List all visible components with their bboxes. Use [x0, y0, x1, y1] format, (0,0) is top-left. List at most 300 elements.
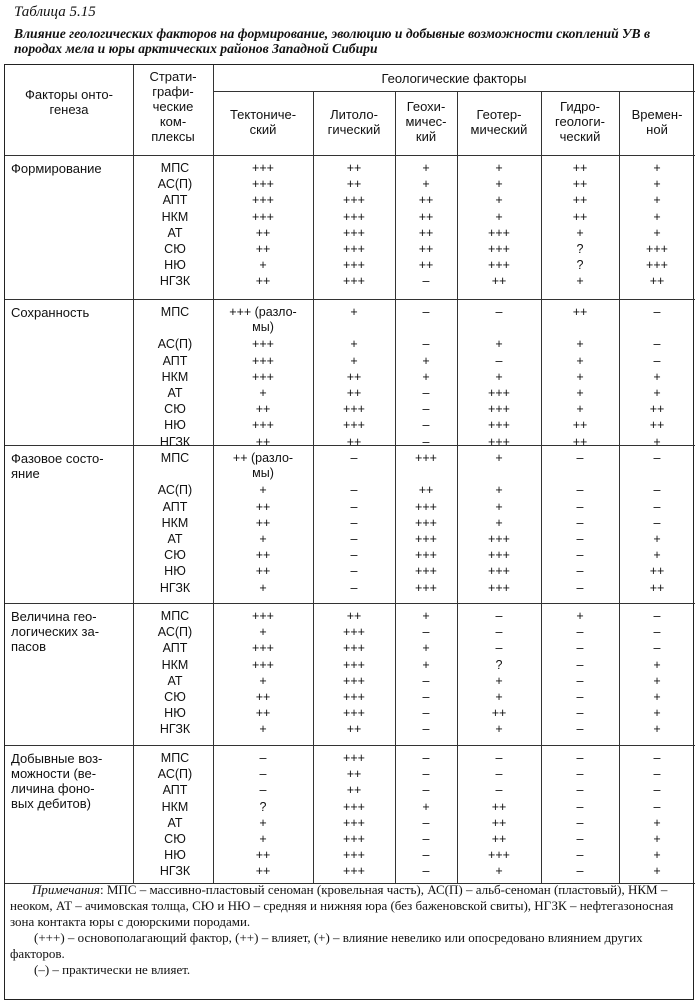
value-cell: ++	[346, 783, 362, 798]
value-cell: –	[422, 673, 430, 688]
value-cell: +	[653, 161, 661, 175]
value-cell: +	[495, 673, 503, 688]
value-cell: +	[259, 386, 267, 400]
value-cell: ++	[255, 690, 271, 704]
notes-legend-none: (–) – практически не влияет.	[34, 962, 191, 977]
value-cell: –	[576, 706, 584, 721]
value-cell: +	[259, 258, 267, 273]
value-cell: –	[653, 783, 661, 798]
value-cell: ++	[255, 225, 271, 240]
value-cell: +++	[343, 402, 365, 417]
value-cell: ++	[418, 209, 434, 224]
value-cell: +	[653, 434, 661, 449]
value-cell: +++	[343, 673, 365, 688]
value-cell: –	[576, 848, 584, 863]
value-cell: +	[653, 532, 661, 546]
value-cell: –	[495, 751, 503, 765]
strat-complex: МПС	[160, 305, 190, 319]
strat-complex: АТ	[167, 673, 183, 688]
value-cell: +++	[252, 209, 274, 224]
value-cell: +++	[343, 690, 365, 704]
value-cell: +	[495, 369, 503, 384]
value-cell: –	[576, 548, 584, 563]
strat-complex: НЮ	[164, 848, 186, 863]
value-cell: +	[653, 657, 661, 672]
value-cell: ?	[259, 799, 267, 814]
strat-complex: АПТ	[162, 193, 188, 208]
value-cell: +	[653, 225, 661, 240]
value-cell: +++	[415, 515, 437, 530]
value-cell: –	[576, 864, 584, 879]
strat-complex: НКМ	[161, 369, 189, 384]
value-cell: +	[576, 386, 584, 400]
value-cell: –	[653, 305, 661, 319]
value-cell: –	[576, 722, 584, 737]
header-col-1: Тектониче- ский	[229, 107, 297, 137]
value-cell: +++	[343, 706, 365, 721]
value-cell: ++	[649, 564, 665, 579]
value-cell: –	[576, 815, 584, 830]
value-cell: +++	[415, 532, 437, 546]
value-cell: –	[653, 751, 661, 765]
value-cell: +++	[343, 848, 365, 863]
value-cell: +	[422, 657, 430, 672]
strat-complex: АПТ	[162, 353, 188, 368]
value-cell: +	[350, 353, 358, 368]
value-cell: –	[576, 690, 584, 704]
value-cell: –	[259, 767, 267, 782]
value-cell: ++	[649, 402, 665, 417]
notes-abbreviations: : МПС – массивно-пластовый сеноман (кровельная часть), АС(П) – альб-сеноман (пластовый), НКМ – неоком, АТ – ачимовская толща, СЮ и НЮ – средняя и нижняя юра (без баженовской свиты), НГЗК – нефтегазоносная зона контакта юры с доюрскими породами.	[10, 882, 674, 929]
strat-complex: АПТ	[162, 641, 188, 656]
strat-complex: СЮ	[164, 242, 186, 256]
value-cell: –	[350, 564, 358, 579]
value-cell: ++	[418, 242, 434, 256]
row-divider	[5, 745, 695, 746]
value-cell: ++	[255, 548, 271, 563]
value-cell: +++	[488, 418, 510, 433]
value-cell: –	[350, 515, 358, 530]
notes-legend: (+++) – основополагающий фактор, (++) – влияет, (+) – влияние невелико или опосредовано влиянием других факторов.	[10, 930, 643, 961]
value-cell: +	[576, 353, 584, 368]
value-cell: –	[422, 864, 430, 879]
strat-complex: МПС	[160, 751, 190, 765]
value-cell: +	[653, 706, 661, 721]
value-cell: +	[653, 832, 661, 846]
value-cell: ?	[576, 258, 584, 273]
value-cell: ++	[346, 369, 362, 384]
value-cell: +++	[252, 161, 274, 175]
value-cell: –	[422, 274, 430, 289]
value-cell: –	[653, 609, 661, 623]
table-caption: Таблица 5.15	[14, 4, 96, 20]
value-cell: +++	[646, 242, 668, 256]
value-cell: ++	[572, 177, 588, 192]
value-cell: ++	[572, 418, 588, 433]
value-cell: –	[576, 532, 584, 546]
value-cell: +	[259, 832, 267, 846]
value-cell: +	[422, 177, 430, 192]
strat-complex: АПТ	[162, 783, 188, 798]
header-col-3: Геохи- мичес- кий	[405, 99, 447, 144]
strat-complex: АС(П)	[157, 177, 193, 192]
value-cell: +++	[343, 815, 365, 830]
value-cell: ++	[346, 434, 362, 449]
value-cell: –	[653, 483, 661, 498]
value-cell: –	[576, 499, 584, 514]
value-cell: ++	[255, 434, 271, 449]
factor-label: Сохранность	[11, 305, 90, 320]
value-cell: –	[495, 305, 503, 319]
value-cell: –	[422, 434, 430, 449]
value-cell: +	[495, 209, 503, 224]
value-cell: +++	[343, 193, 365, 208]
value-cell: –	[653, 625, 661, 640]
value-cell: –	[576, 799, 584, 814]
strat-complex: СЮ	[164, 402, 186, 417]
strat-complex: НЮ	[164, 564, 186, 579]
value-cell: ++	[346, 767, 362, 782]
header-strat: Страти- графи- ческие ком- плексы	[149, 69, 197, 144]
value-cell: –	[422, 386, 430, 400]
strat-complex: МПС	[160, 451, 190, 465]
value-cell: –	[576, 451, 584, 465]
strat-complex: НКМ	[161, 657, 189, 672]
value-cell: –	[422, 848, 430, 863]
value-cell: ?	[495, 657, 503, 672]
header-group-line	[213, 91, 695, 92]
value-cell: –	[653, 799, 661, 814]
value-cell: +++	[415, 580, 437, 595]
value-cell: +	[422, 353, 430, 368]
value-cell: –	[576, 580, 584, 595]
value-cell: +	[653, 177, 661, 192]
value-cell: ++	[346, 722, 362, 737]
value-cell: +	[422, 609, 430, 623]
value-cell: +	[653, 369, 661, 384]
header-col-5: Гидро- геологи- ческий	[555, 99, 605, 144]
value-cell: +	[495, 483, 503, 498]
header-factors: Факторы онто- генеза	[25, 87, 113, 117]
value-cell: +	[495, 451, 503, 465]
value-cell: +	[350, 337, 358, 352]
value-cell: +	[350, 305, 358, 319]
value-cell: –	[422, 337, 430, 352]
value-cell: –	[422, 815, 430, 830]
value-cell: ++	[255, 515, 271, 530]
value-cell: –	[576, 783, 584, 798]
value-cell: +++	[488, 848, 510, 863]
value-cell: –	[495, 609, 503, 623]
value-cell: ?	[576, 242, 584, 256]
value-cell: +++	[252, 418, 274, 433]
value-cell: +++	[343, 799, 365, 814]
strat-complex: АТ	[167, 815, 183, 830]
value-cell: +++	[343, 418, 365, 433]
value-cell: +	[259, 815, 267, 830]
value-cell: –	[350, 532, 358, 546]
value-cell: +	[259, 625, 267, 640]
value-cell: ++	[572, 209, 588, 224]
value-cell: ++	[491, 274, 507, 289]
strat-complex: МПС	[160, 609, 190, 623]
value-cell: –	[576, 832, 584, 846]
value-cell: ++	[255, 864, 271, 879]
value-cell: –	[422, 767, 430, 782]
value-cell: +++	[488, 580, 510, 595]
value-cell: +++	[646, 258, 668, 273]
value-cell: ++	[255, 242, 271, 256]
strat-complex: НГЗК	[159, 434, 191, 449]
value-cell: +	[576, 225, 584, 240]
value-cell: –	[576, 515, 584, 530]
value-cell: –	[350, 451, 358, 465]
value-cell: +	[653, 673, 661, 688]
strat-complex: НГЗК	[159, 580, 191, 595]
value-cell: ++	[649, 274, 665, 289]
value-cell: +	[259, 580, 267, 595]
value-cell: +	[653, 386, 661, 400]
value-cell: –	[422, 751, 430, 765]
value-cell: ++	[491, 815, 507, 830]
value-cell: –	[495, 625, 503, 640]
value-cell: –	[653, 767, 661, 782]
value-cell: +	[422, 369, 430, 384]
strat-complex: АС(П)	[157, 337, 193, 352]
value-cell: +++	[343, 242, 365, 256]
value-cell: ++	[418, 193, 434, 208]
strat-complex: НКМ	[161, 515, 189, 530]
value-cell: +	[576, 402, 584, 417]
data-table	[4, 64, 694, 1000]
value-cell: +	[495, 193, 503, 208]
strat-complex: НЮ	[164, 258, 186, 273]
value-cell: +++	[343, 657, 365, 672]
value-cell: ++	[572, 161, 588, 175]
value-cell: ++ (разло- мы)	[232, 451, 294, 480]
value-cell: –	[653, 499, 661, 514]
value-cell: –	[422, 305, 430, 319]
factor-label: Добывные воз- можности (ве- личина фоно- вых дебитов)	[11, 751, 103, 811]
value-cell: +++	[252, 353, 274, 368]
header-col-4: Геотер- мический	[470, 107, 528, 137]
value-cell: –	[495, 641, 503, 656]
value-cell: +++	[488, 532, 510, 546]
value-cell: +	[259, 673, 267, 688]
value-cell: +	[576, 369, 584, 384]
value-cell: ++	[255, 564, 271, 579]
value-cell: +++	[415, 499, 437, 514]
value-cell: ++	[418, 258, 434, 273]
strat-complex: АТ	[167, 386, 183, 400]
value-cell: +	[495, 722, 503, 737]
strat-complex: СЮ	[164, 690, 186, 704]
strat-complex: НЮ	[164, 418, 186, 433]
value-cell: +++	[488, 225, 510, 240]
strat-complex: СЮ	[164, 548, 186, 563]
strat-complex: НГЗК	[159, 722, 191, 737]
value-cell: +++	[343, 641, 365, 656]
value-cell: –	[576, 641, 584, 656]
value-cell: –	[422, 706, 430, 721]
value-cell: +++	[343, 751, 365, 765]
value-cell: –	[350, 499, 358, 514]
value-cell: +++	[488, 564, 510, 579]
value-cell: –	[576, 564, 584, 579]
value-cell: ++	[572, 193, 588, 208]
value-cell: +++ (разло- мы)	[229, 305, 297, 334]
value-cell: +++	[252, 177, 274, 192]
value-cell: +	[495, 864, 503, 879]
table-notes	[10, 882, 678, 978]
strat-complex: НГЗК	[159, 864, 191, 879]
value-cell: ++	[255, 402, 271, 417]
row-divider	[5, 155, 695, 156]
value-cell: +	[653, 848, 661, 863]
value-cell: +	[259, 722, 267, 737]
strat-complex: НКМ	[161, 209, 189, 224]
value-cell: +++	[343, 625, 365, 640]
value-cell: ++	[572, 434, 588, 449]
value-cell: +	[495, 690, 503, 704]
value-cell: –	[653, 641, 661, 656]
value-cell: –	[259, 751, 267, 765]
strat-complex: АС(П)	[157, 483, 193, 498]
value-cell: ++	[255, 706, 271, 721]
value-cell: +++	[343, 225, 365, 240]
table-title: Влияние геологических факторов на формирование, эволюцию и добывные возможности скоплений УВ в породах мела и юры арктических районов Западной Сибири	[14, 26, 651, 56]
value-cell: +++	[252, 369, 274, 384]
value-cell: +	[653, 193, 661, 208]
value-cell: –	[576, 767, 584, 782]
value-cell: +++	[488, 402, 510, 417]
value-cell: ++	[491, 706, 507, 721]
value-cell: +	[495, 515, 503, 530]
strat-complex: АПТ	[162, 499, 188, 514]
value-cell: –	[653, 353, 661, 368]
strat-complex: НГЗК	[159, 274, 191, 289]
value-cell: +++	[252, 641, 274, 656]
value-cell: –	[350, 548, 358, 563]
value-cell: ++	[346, 609, 362, 623]
value-cell: +++	[343, 258, 365, 273]
value-cell: –	[422, 402, 430, 417]
strat-complex: АС(П)	[157, 767, 193, 782]
value-cell: +++	[488, 548, 510, 563]
value-cell: +	[653, 815, 661, 830]
value-cell: –	[576, 751, 584, 765]
factor-label: Формирование	[11, 161, 102, 176]
value-cell: ++	[491, 832, 507, 846]
value-cell: –	[422, 418, 430, 433]
value-cell: –	[422, 722, 430, 737]
value-cell: ++	[255, 274, 271, 289]
value-cell: ++	[255, 499, 271, 514]
value-cell: +++	[488, 258, 510, 273]
value-cell: +	[422, 161, 430, 175]
value-cell: +	[653, 548, 661, 563]
header-col-6: Времен- ной	[631, 107, 683, 137]
value-cell: ++	[255, 848, 271, 863]
value-cell: +++	[488, 242, 510, 256]
value-cell: –	[422, 625, 430, 640]
value-cell: +++	[252, 337, 274, 352]
value-cell: +++	[343, 832, 365, 846]
value-cell: ++	[418, 225, 434, 240]
value-cell: +	[422, 641, 430, 656]
value-cell: +	[422, 799, 430, 814]
value-cell: +	[576, 609, 584, 623]
value-cell: +++	[415, 564, 437, 579]
value-cell: +++	[488, 386, 510, 400]
value-cell: +++	[415, 548, 437, 563]
value-cell: –	[653, 337, 661, 352]
value-cell: –	[576, 625, 584, 640]
value-cell: +++	[252, 657, 274, 672]
value-cell: –	[495, 353, 503, 368]
strat-complex: АТ	[167, 225, 183, 240]
value-cell: ++	[346, 161, 362, 175]
value-cell: +	[576, 337, 584, 352]
value-cell: +++	[488, 434, 510, 449]
value-cell: –	[350, 580, 358, 595]
value-cell: +	[653, 690, 661, 704]
value-cell: +	[495, 499, 503, 514]
factor-label: Величина гео- логических за- пасов	[11, 609, 100, 654]
strat-complex: СЮ	[164, 832, 186, 846]
value-cell: ++	[649, 580, 665, 595]
value-cell: +++	[252, 609, 274, 623]
value-cell: ++	[572, 305, 588, 319]
value-cell: –	[576, 657, 584, 672]
row-divider	[5, 299, 695, 300]
value-cell: ++	[346, 177, 362, 192]
value-cell: +	[495, 161, 503, 175]
value-cell: –	[653, 515, 661, 530]
value-cell: –	[422, 832, 430, 846]
factor-label: Фазовое состо- яние	[11, 451, 104, 481]
value-cell: ++	[418, 483, 434, 498]
header-col-2: Литоло- гический	[327, 107, 381, 137]
value-cell: +	[259, 532, 267, 546]
value-cell: +++	[343, 864, 365, 879]
value-cell: –	[422, 783, 430, 798]
value-cell: +	[259, 483, 267, 498]
value-cell: +++	[415, 451, 437, 465]
value-cell: –	[350, 483, 358, 498]
value-cell: –	[422, 690, 430, 704]
notes-label: Примечания	[32, 882, 100, 897]
header-group: Геологические факторы	[381, 71, 527, 86]
value-cell: –	[576, 483, 584, 498]
value-cell: –	[259, 783, 267, 798]
value-cell: –	[495, 767, 503, 782]
strat-complex: НЮ	[164, 706, 186, 721]
value-cell: ++	[491, 799, 507, 814]
value-cell: –	[653, 451, 661, 465]
strat-complex: АТ	[167, 532, 183, 546]
strat-complex: МПС	[160, 161, 190, 175]
strat-complex: НКМ	[161, 799, 189, 814]
value-cell: +	[495, 337, 503, 352]
value-cell: +	[576, 274, 584, 289]
value-cell: +	[653, 209, 661, 224]
value-cell: –	[495, 783, 503, 798]
value-cell: +++	[343, 274, 365, 289]
strat-complex: АС(П)	[157, 625, 193, 640]
value-cell: –	[576, 673, 584, 688]
value-cell: +++	[252, 193, 274, 208]
